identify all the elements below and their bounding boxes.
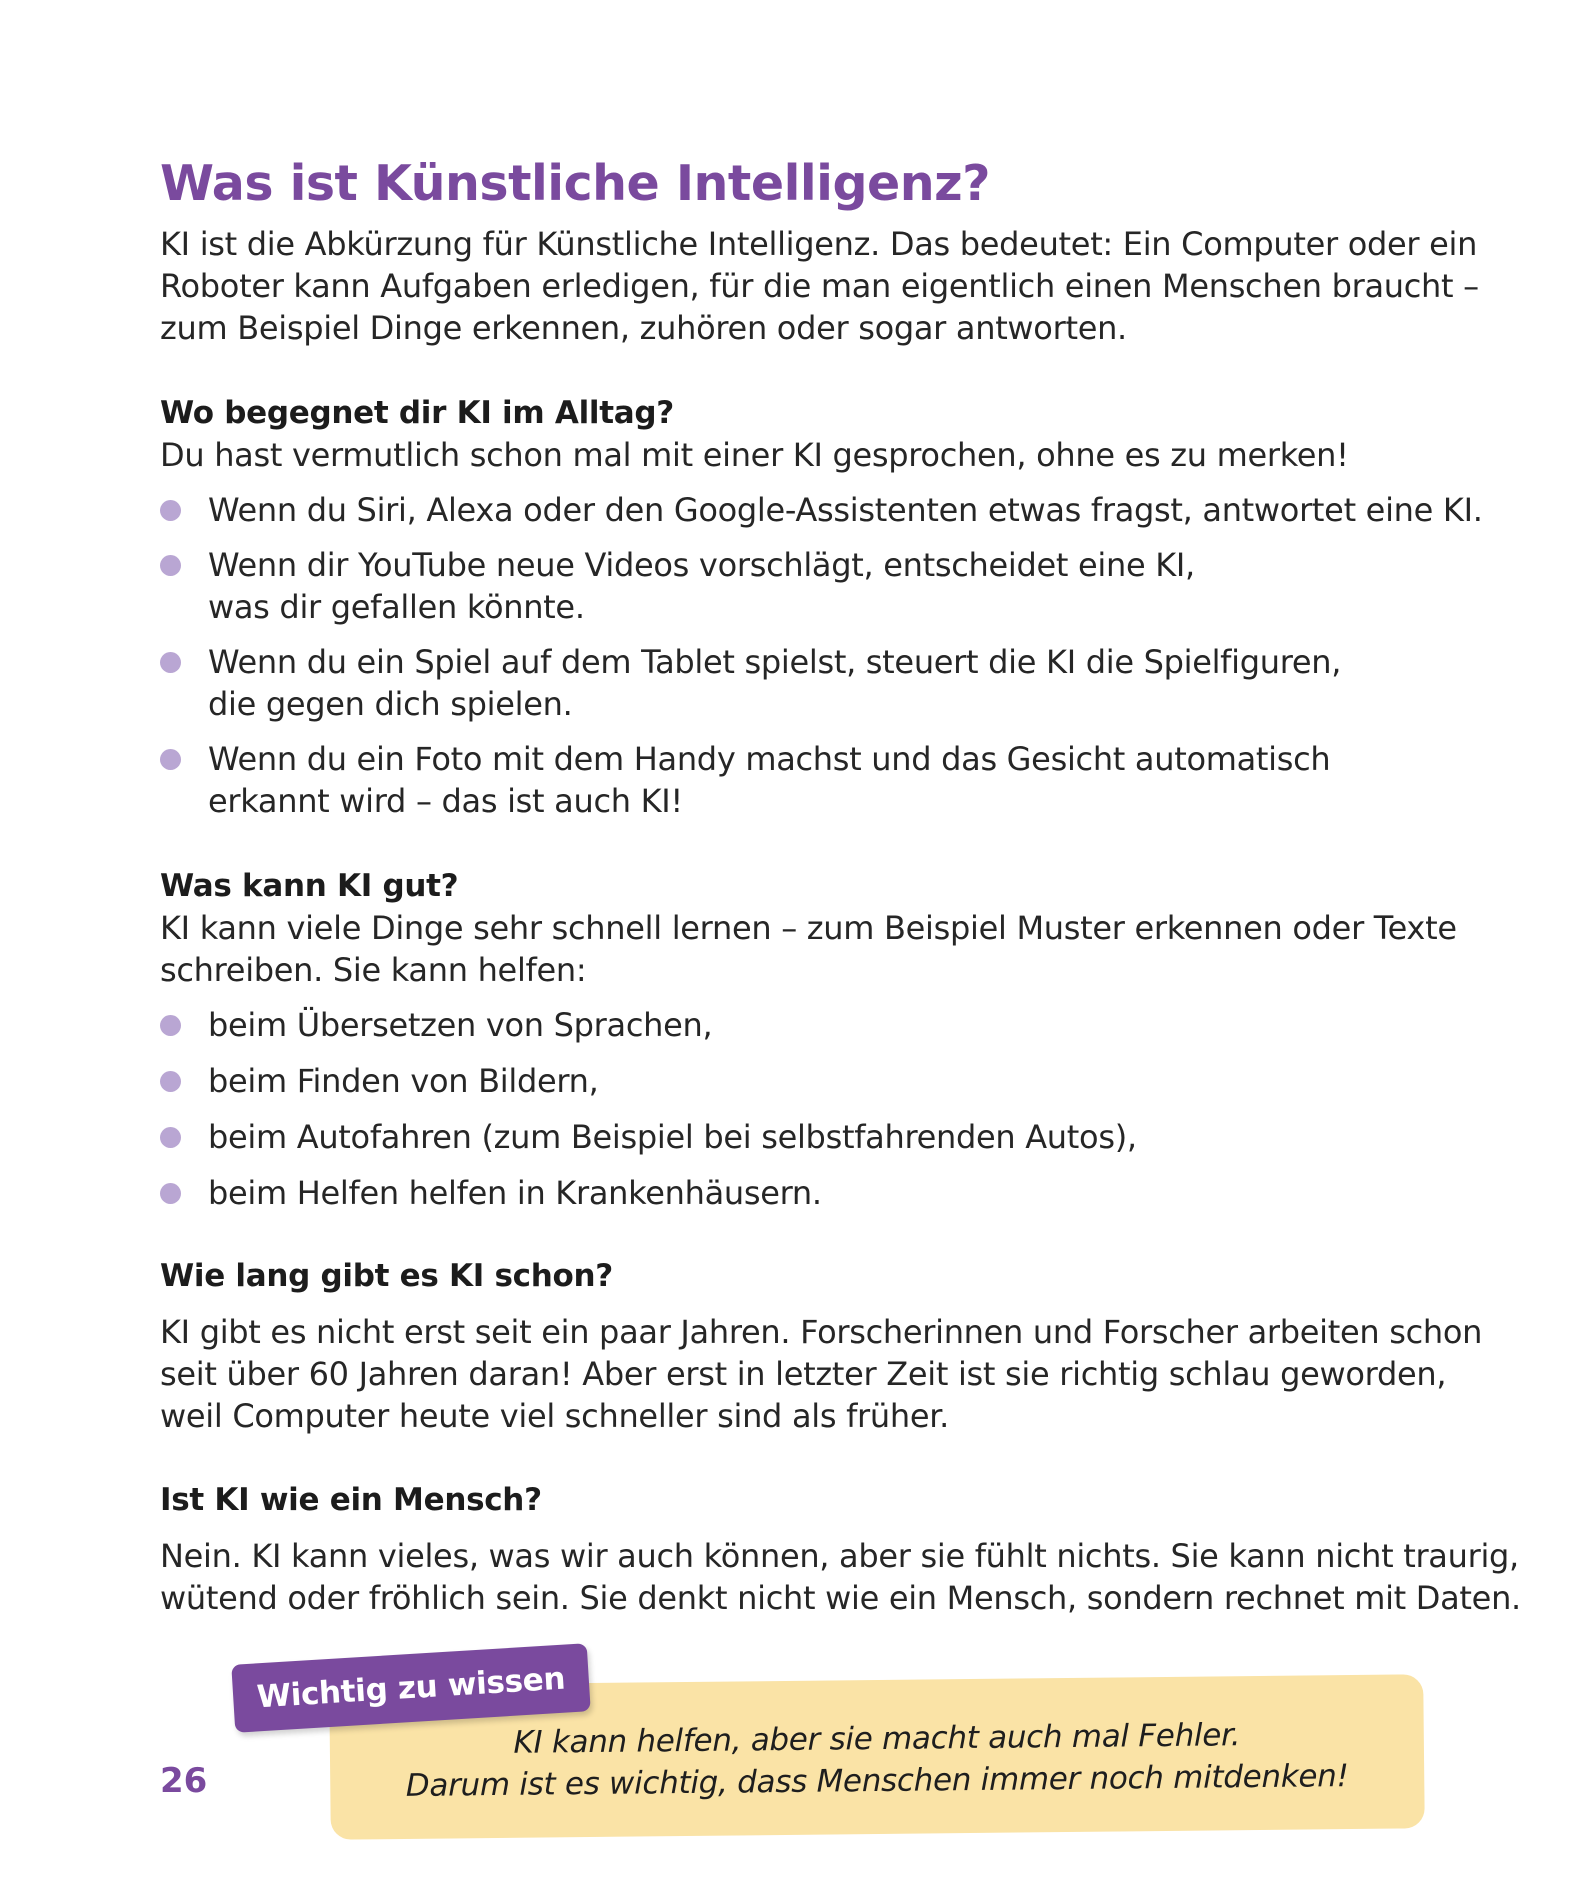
lead-line: schreiben. Sie kann helfen: bbox=[160, 951, 587, 989]
lead-line: KI kann viele Dinge sehr schnell lernen – zum Beispiel Muster erkennen oder Texte bbox=[160, 909, 1457, 947]
bullet-dot-icon bbox=[160, 1071, 181, 1092]
list-item-text: beim Autofahren (zum Beispiel bei selbstfahrenden Autos), bbox=[208, 1118, 1137, 1156]
bullet-dot-icon bbox=[160, 1015, 181, 1036]
paragraph-mensch bbox=[160, 1535, 1521, 1619]
list-item bbox=[160, 1060, 1450, 1102]
page-number: 26 bbox=[160, 1761, 208, 1801]
list-item bbox=[160, 738, 1450, 822]
bullet-dot-icon bbox=[160, 500, 181, 521]
heading-alltag: Wo begegnet dir KI im Alltag? bbox=[160, 395, 674, 431]
list-item bbox=[160, 1172, 1450, 1214]
list-item-text: Wenn du ein Spiel auf dem Tablet spielst, steuert die KI die Spielfiguren, bbox=[208, 643, 1342, 681]
info-note-line: KI kann helfen, aber sie macht auch mal Fehler. bbox=[513, 1717, 1241, 1761]
intro-paragraph bbox=[160, 223, 1479, 349]
list-item bbox=[160, 1004, 1450, 1046]
list-item-text: beim Helfen helfen in Krankenhäusern. bbox=[208, 1174, 822, 1212]
paragraph-line: KI gibt es nicht erst seit ein paar Jahren. Forscherinnen und Forscher arbeiten schon bbox=[160, 1313, 1483, 1351]
info-note-text bbox=[330, 1712, 1425, 1807]
list-item bbox=[160, 544, 1450, 628]
alltag-list bbox=[160, 489, 1483, 835]
list-item-text: was dir gefallen könnte. bbox=[208, 588, 585, 626]
gut-list bbox=[160, 1004, 1450, 1228]
list-item-text: die gegen dich spielen. bbox=[208, 685, 573, 723]
list-item-text: Wenn dir YouTube neue Videos vorschlägt, entscheidet eine KI, bbox=[208, 546, 1195, 584]
bullet-dot-icon bbox=[160, 652, 181, 673]
page-title: Was ist Künstliche Intelligenz? bbox=[160, 155, 991, 212]
intro-line: Roboter kann Aufgaben erledigen, für die man eigentlich einen Menschen braucht – bbox=[160, 267, 1479, 305]
lead-gut bbox=[160, 907, 1457, 991]
intro-line: zum Beispiel Dinge erkennen, zuhören oder sogar antworten. bbox=[160, 309, 1127, 347]
info-note-line: Darum ist es wichtig, dass Menschen immer noch mitdenken! bbox=[405, 1758, 1349, 1804]
bullet-dot-icon bbox=[160, 1183, 181, 1204]
intro-line: KI ist die Abkürzung für Künstliche Intelligenz. Das bedeutet: Ein Computer oder ein bbox=[160, 225, 1478, 263]
list-item-text: Wenn du Siri, Alexa oder den Google-Assistenten etwas fragst, antwortet eine KI. bbox=[208, 491, 1483, 529]
list-item-text: beim Übersetzen von Sprachen, bbox=[208, 1006, 713, 1044]
list-item bbox=[160, 641, 1450, 725]
heading-mensch: Ist KI wie ein Mensch? bbox=[160, 1482, 542, 1518]
info-note-label: Wichtig zu wissen bbox=[231, 1643, 590, 1733]
bullet-dot-icon bbox=[160, 1127, 181, 1148]
paragraph-line: wütend oder fröhlich sein. Sie denkt nicht wie ein Mensch, sondern rechnet mit Daten. bbox=[160, 1579, 1521, 1617]
list-item-text: Wenn du ein Foto mit dem Handy machst und das Gesicht automatisch bbox=[208, 740, 1331, 778]
heading-seit: Wie lang gibt es KI schon? bbox=[160, 1258, 613, 1294]
list-item bbox=[160, 1116, 1450, 1158]
heading-gut: Was kann KI gut? bbox=[160, 868, 459, 904]
bullet-dot-icon bbox=[160, 555, 181, 576]
lead-line: Du hast vermutlich schon mal mit einer KI gesprochen, ohne es zu merken! bbox=[160, 436, 1349, 474]
list-item-text: beim Finden von Bildern, bbox=[208, 1062, 599, 1100]
bullet-dot-icon bbox=[160, 749, 181, 770]
paragraph-line: weil Computer heute viel schneller sind als früher. bbox=[160, 1397, 950, 1435]
list-item bbox=[160, 489, 1483, 531]
list-item-text: erkannt wird – das ist auch KI! bbox=[208, 782, 683, 820]
lead-alltag bbox=[160, 434, 1430, 476]
paragraph-seit bbox=[160, 1311, 1483, 1437]
paragraph-line: seit über 60 Jahren daran! Aber erst in letzter Zeit ist sie richtig schlau geworden, bbox=[160, 1355, 1447, 1393]
paragraph-line: Nein. KI kann vieles, was wir auch können, aber sie fühlt nichts. Sie kann nicht traurig, bbox=[160, 1537, 1519, 1575]
